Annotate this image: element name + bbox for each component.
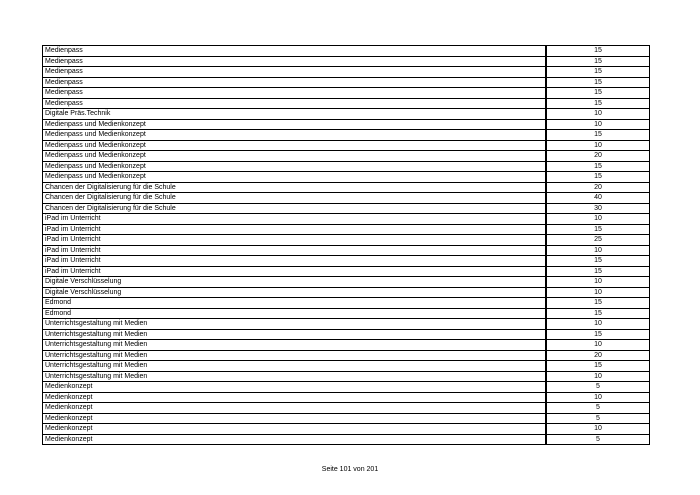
- table-row: [43, 119, 650, 130]
- course-title-cell: iPad im Unterricht: [43, 245, 547, 256]
- course-title-cell: Medienkonzept: [43, 392, 547, 403]
- hours-cell: 15: [546, 56, 650, 67]
- course-title-cell: Edmond: [43, 308, 547, 319]
- table-row: [43, 161, 650, 172]
- table-row: [43, 130, 650, 141]
- course-title-cell: Medienpass und Medienkonzept: [43, 119, 547, 130]
- course-title-cell: Medienkonzept: [43, 413, 547, 424]
- course-title-cell: Unterrichtsgestaltung mit Medien: [43, 361, 547, 372]
- page-footer: Seite 101 von 201: [321, 466, 379, 473]
- course-title-cell: Medienkonzept: [43, 403, 547, 414]
- table-row: [43, 287, 650, 298]
- hours-cell: 20: [546, 182, 650, 193]
- table-row: [43, 56, 650, 67]
- data-table: [42, 45, 650, 445]
- table-row: [43, 319, 650, 330]
- hours-cell: 15: [546, 172, 650, 183]
- table-row: [43, 46, 650, 57]
- hours-cell: 5: [546, 403, 650, 414]
- table-row: [43, 277, 650, 288]
- hours-cell: 15: [546, 256, 650, 267]
- hours-cell: 10: [546, 424, 650, 435]
- hours-cell: 10: [546, 140, 650, 151]
- hours-cell: 10: [546, 245, 650, 256]
- table-row: [43, 329, 650, 340]
- table-row: [43, 424, 650, 435]
- table-row: [43, 382, 650, 393]
- course-title-cell: Unterrichtsgestaltung mit Medien: [43, 340, 547, 351]
- table-row: [43, 88, 650, 99]
- hours-cell: 15: [546, 130, 650, 141]
- hours-cell: 40: [546, 193, 650, 204]
- table-row: [43, 235, 650, 246]
- table-row: [43, 77, 650, 88]
- hours-cell: 10: [546, 340, 650, 351]
- table-row: [43, 140, 650, 151]
- hours-cell: 15: [546, 308, 650, 319]
- course-title-cell: iPad im Unterricht: [43, 214, 547, 225]
- course-title-cell: Edmond: [43, 298, 547, 309]
- table-row: [43, 434, 650, 445]
- hours-cell: 15: [546, 46, 650, 57]
- hours-cell: 10: [546, 109, 650, 120]
- table-row: [43, 266, 650, 277]
- hours-cell: 15: [546, 224, 650, 235]
- table-row: [43, 224, 650, 235]
- hours-cell: 20: [546, 151, 650, 162]
- course-title-cell: Medienpass und Medienkonzept: [43, 172, 547, 183]
- hours-cell: 15: [546, 98, 650, 109]
- table-row: [43, 308, 650, 319]
- table-row: [43, 214, 650, 225]
- hours-cell: 10: [546, 119, 650, 130]
- course-title-cell: Medienpass und Medienkonzept: [43, 140, 547, 151]
- table-row: [43, 109, 650, 120]
- table-row: [43, 193, 650, 204]
- hours-cell: 5: [546, 413, 650, 424]
- hours-cell: 10: [546, 287, 650, 298]
- hours-cell: 15: [546, 361, 650, 372]
- table-row: [43, 361, 650, 372]
- course-title-cell: iPad im Unterricht: [43, 224, 547, 235]
- table-row: [43, 203, 650, 214]
- table-row: [43, 245, 650, 256]
- table-row: [43, 403, 650, 414]
- hours-cell: 10: [546, 214, 650, 225]
- table-row: [43, 172, 650, 183]
- table-row: [43, 256, 650, 267]
- hours-cell: 10: [546, 371, 650, 382]
- table-row: [43, 151, 650, 162]
- hours-cell: 10: [546, 319, 650, 330]
- hours-cell: 15: [546, 77, 650, 88]
- hours-cell: 10: [546, 392, 650, 403]
- hours-cell: 20: [546, 350, 650, 361]
- table-row: [43, 182, 650, 193]
- table-row: [43, 298, 650, 309]
- table-row: [43, 350, 650, 361]
- hours-cell: 15: [546, 329, 650, 340]
- course-title-cell: Medienpass: [43, 67, 547, 78]
- course-title-cell: Medienpass und Medienkonzept: [43, 161, 547, 172]
- table-row: [43, 413, 650, 424]
- course-title-cell: Medienpass und Medienkonzept: [43, 151, 547, 162]
- hours-cell: 10: [546, 277, 650, 288]
- course-title-cell: Chancen der Digitalisierung für die Schule: [43, 193, 547, 204]
- hours-cell: 5: [546, 434, 650, 445]
- hours-cell: 15: [546, 298, 650, 309]
- table-row: [43, 67, 650, 78]
- course-title-cell: iPad im Unterricht: [43, 256, 547, 267]
- hours-cell: 30: [546, 203, 650, 214]
- course-title-cell: Medienpass und Medienkonzept: [43, 130, 547, 141]
- course-title-cell: Digitale Verschlüsselung: [43, 277, 547, 288]
- table-row: [43, 392, 650, 403]
- course-title-cell: Chancen der Digitalisierung für die Schule: [43, 182, 547, 193]
- course-title-cell: Unterrichtsgestaltung mit Medien: [43, 319, 547, 330]
- hours-cell: 15: [546, 161, 650, 172]
- table-body: [43, 46, 650, 445]
- hours-cell: 15: [546, 266, 650, 277]
- course-title-cell: Medienkonzept: [43, 434, 547, 445]
- course-title-cell: Unterrichtsgestaltung mit Medien: [43, 350, 547, 361]
- course-title-cell: Medienkonzept: [43, 424, 547, 435]
- course-title-cell: iPad im Unterricht: [43, 235, 547, 246]
- hours-cell: 25: [546, 235, 650, 246]
- course-title-cell: Chancen der Digitalisierung für die Schule: [43, 203, 547, 214]
- course-title-cell: Digitale Präs.Technik: [43, 109, 547, 120]
- table-row: [43, 340, 650, 351]
- course-title-cell: Medienpass: [43, 46, 547, 57]
- course-title-cell: iPad im Unterricht: [43, 266, 547, 277]
- hours-cell: 15: [546, 88, 650, 99]
- course-title-cell: Medienpass: [43, 77, 547, 88]
- hours-cell: 5: [546, 382, 650, 393]
- course-title-cell: Unterrichtsgestaltung mit Medien: [43, 371, 547, 382]
- course-title-cell: Medienpass: [43, 88, 547, 99]
- table-row: [43, 98, 650, 109]
- course-title-cell: Digitale Verschlüsselung: [43, 287, 547, 298]
- hours-cell: 15: [546, 67, 650, 78]
- course-title-cell: Medienkonzept: [43, 382, 547, 393]
- course-title-cell: Medienpass: [43, 98, 547, 109]
- course-title-cell: Medienpass: [43, 56, 547, 67]
- table-row: [43, 371, 650, 382]
- course-title-cell: Unterrichtsgestaltung mit Medien: [43, 329, 547, 340]
